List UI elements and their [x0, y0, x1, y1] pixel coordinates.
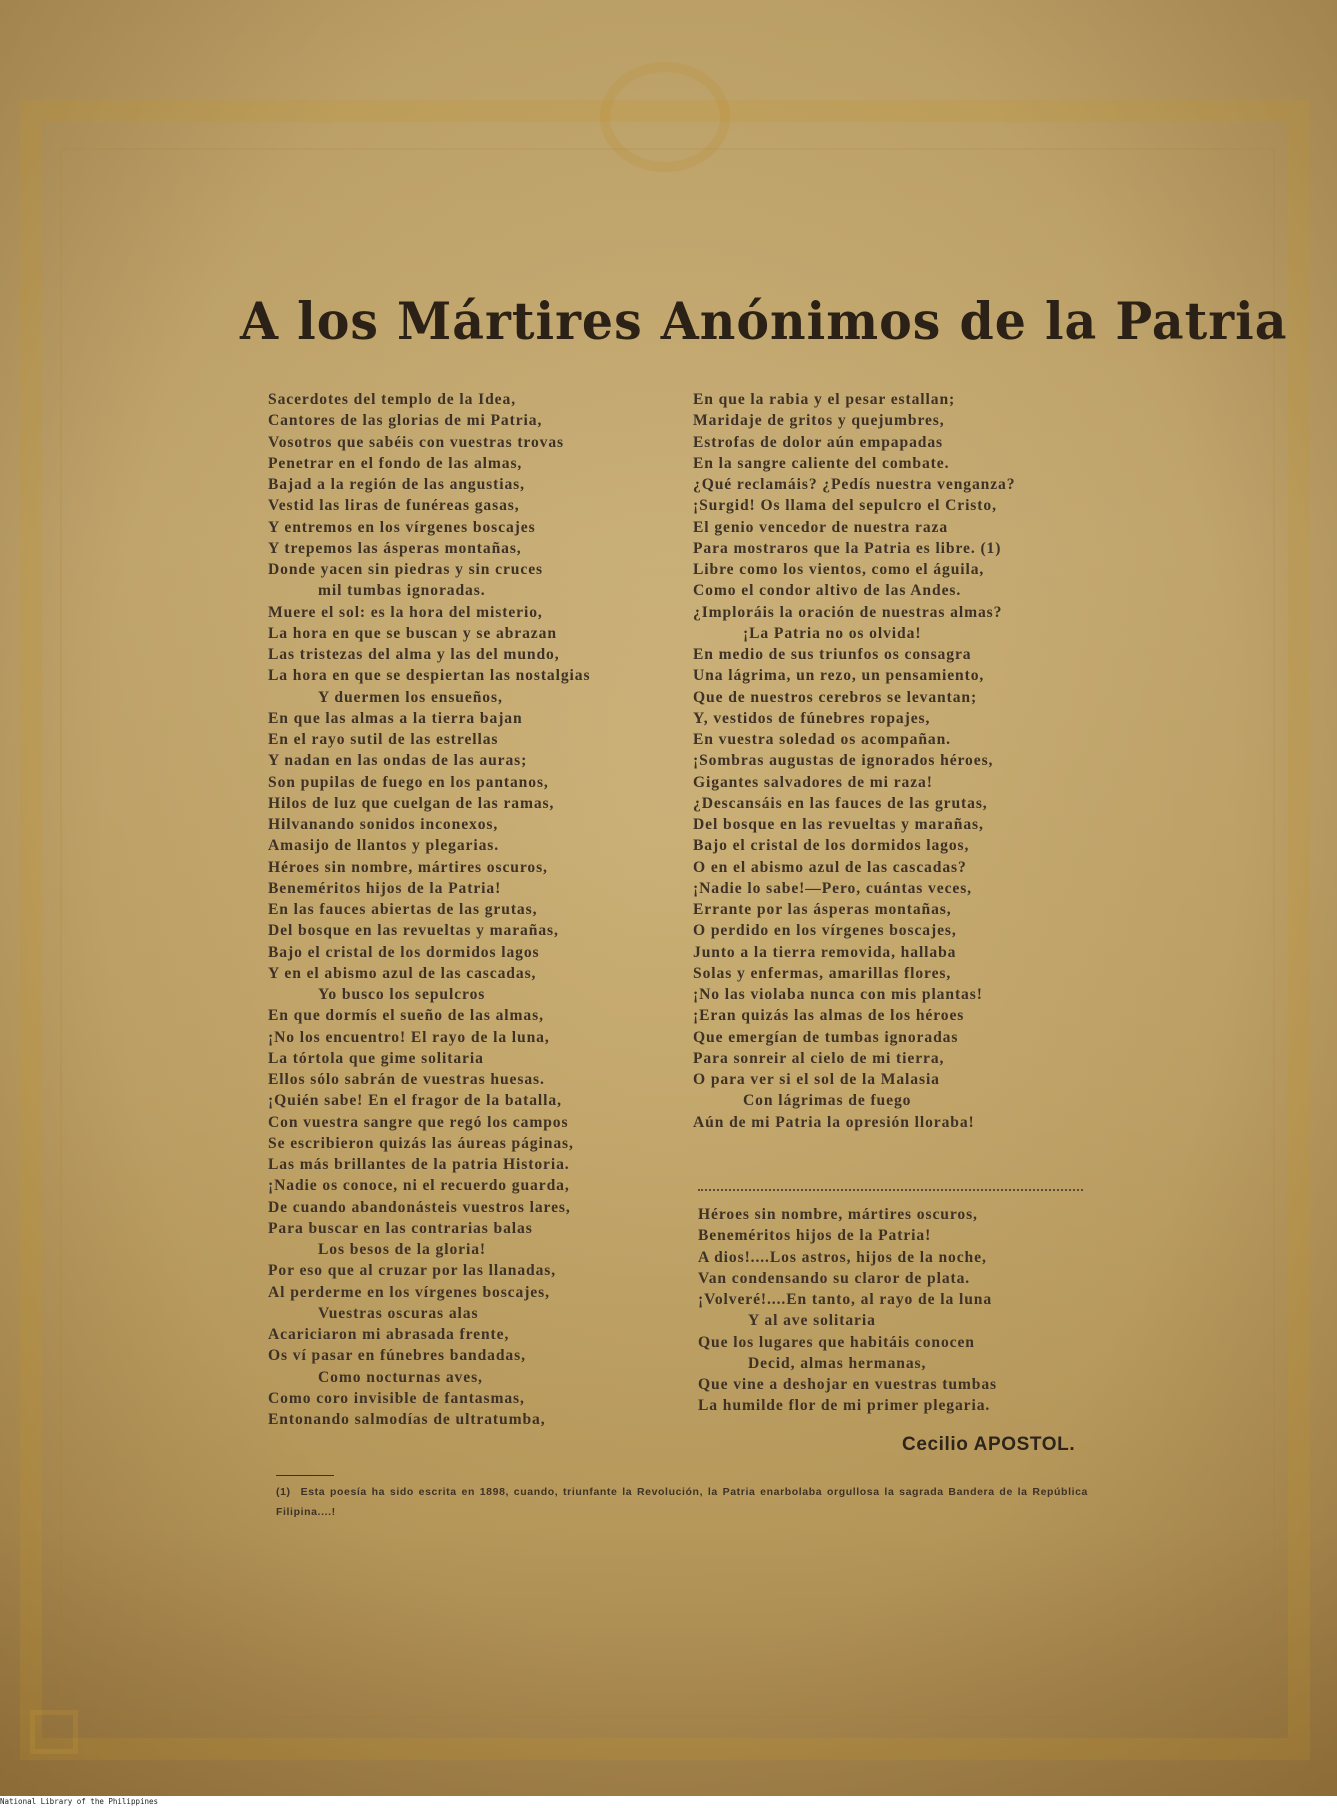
poem-line: Errante por las ásperas montañas,	[693, 901, 952, 918]
poem-line: Las tristezas del alma y las del mundo,	[268, 646, 560, 663]
poem-line: Junto a la tierra removida, hallaba	[693, 943, 957, 961]
poem-line: Beneméritos hijos de la Patria!	[268, 879, 502, 897]
poem-line: Maridaje de gritos y quejumbres,	[693, 412, 945, 430]
poem-line: Hilos de luz que cuelgan de las ramas,	[268, 794, 555, 812]
poem-line: En vuestra soledad os acompañan.	[693, 731, 951, 748]
poem-line: Gigantes salvadores de mi raza!	[693, 773, 933, 791]
poem-line: ¿Descansáis en las fauces de las grutas,	[693, 794, 988, 812]
poem-line: Cantores de las glorias de mi Patria,	[268, 412, 543, 430]
poem-line: Os ví pasar en fúnebres bandadas,	[268, 1347, 526, 1365]
poem-line: Hilvanando sonidos inconexos,	[268, 816, 499, 833]
poem-line: Para buscar en las contrarias balas	[268, 1219, 533, 1237]
poem-line: La hora en que se despiertan las nostalgias	[268, 667, 591, 685]
poem-line: Del bosque en las revueltas y marañas,	[693, 816, 984, 833]
poem-line: Amasijo de llantos y plegarias.	[268, 837, 500, 855]
poem-line: Héroes sin nombre, mártires oscuros,	[268, 858, 548, 876]
poem-line: En el rayo sutil de las estrellas	[268, 731, 499, 748]
poem-line: ¡Quién sabe! En el fragor de la batalla,	[268, 1092, 562, 1110]
footnote	[276, 1482, 1088, 1522]
poem-line: La hora en que se buscan y se abrazan	[268, 624, 557, 642]
poem-line: Que los lugares que habitáis conocen	[698, 1333, 975, 1351]
poem-right-column	[693, 389, 1015, 1133]
dotted-divider	[698, 1189, 1083, 1191]
poem-line: Como coro invisible de fantasmas,	[268, 1389, 525, 1407]
poem-line: Acariciaron mi abrasada frente,	[268, 1326, 510, 1343]
poem-line: ¡Volveré!....En tanto, al rayo de la luna	[698, 1291, 993, 1308]
poem-line: ¡Sombras augustas de ignorados héroes,	[693, 752, 994, 770]
poem-line: Bajo el cristal de los dormidos lagos,	[693, 837, 970, 855]
poem-line: Libre como los vientos, como el águila,	[693, 561, 985, 578]
closing-stanza	[698, 1204, 997, 1417]
poem-line: O para ver si el sol de la Malasia	[693, 1071, 940, 1088]
poem-line: Y en el abismo azul de las cascadas,	[268, 964, 537, 982]
poem-line: ¿Qué reclamáis? ¿Pedís nuestra venganza?	[693, 476, 1016, 493]
poem-line: Y, vestidos de fúnebres ropajes,	[693, 709, 931, 727]
poem-line: Los besos de la gloria!	[318, 1241, 486, 1258]
poem-line: Como nocturnas aves,	[318, 1368, 483, 1386]
poem-line: Donde yacen sin piedras y sin cruces	[268, 561, 543, 578]
poem-line: Vuestras oscuras alas	[318, 1304, 479, 1322]
poem-line: Con vuestra sangre que regó los campos	[268, 1113, 569, 1131]
poem-line: Una lágrima, un rezo, un pensamiento,	[693, 667, 985, 685]
poem-line: Estrofas de dolor aún empapadas	[693, 433, 944, 451]
poem-line: ¡Nadie lo sabe!—Pero, cuántas veces,	[693, 879, 972, 897]
footnote-marker: (1)	[276, 1486, 291, 1498]
poem-line: De cuando abandonásteis vuestros lares,	[268, 1198, 571, 1216]
poem-title: A los Mártires Anónimos de la Patria	[240, 290, 1288, 352]
poem-line: Muere el sol: es la hora del misterio,	[268, 603, 543, 621]
poem-line: Bajo el cristal de los dormidos lagos	[268, 943, 540, 961]
poem-line: Que vine a deshojar en vuestras tumbas	[698, 1376, 998, 1393]
poem-line: Al perderme en los vírgenes boscajes,	[268, 1283, 550, 1301]
poem-line: Se escribieron quizás las áureas páginas,	[268, 1134, 574, 1152]
poem-line: En medio de sus triunfos os consagra	[693, 646, 972, 663]
poem-line: Las más brillantes de la patria Historia.	[268, 1156, 570, 1173]
poem-line: ¿Imploráis la oración de nuestras almas?	[693, 603, 1003, 621]
poem-line: Solas y enfermas, amarillas flores,	[693, 964, 952, 982]
crest-ornament	[600, 62, 730, 172]
poem-line: Beneméritos hijos de la Patria!	[698, 1227, 932, 1245]
poem-line: Héroes sin nombre, mártires oscuros,	[698, 1206, 978, 1223]
poem-line: Van condensando su claror de plata.	[698, 1269, 971, 1287]
footnote-text: Esta poesía ha sido escrita en 1898, cuando, triunfante la Revolución, la Patria enarbolaba orgullosa la sagrada Bandera de la República Filipina....!	[276, 1486, 1088, 1518]
poem-line: Y trepemos las ásperas montañas,	[268, 539, 522, 557]
poem-line: Por eso que al cruzar por las llanadas,	[268, 1262, 557, 1280]
poem-line: Sacerdotes del templo de la Idea,	[268, 391, 516, 408]
poem-line: Yo busco los sepulcros	[318, 986, 486, 1003]
poem-line: Ellos sólo sabrán de vuestras huesas.	[268, 1071, 545, 1088]
poem-line: La tórtola que gime solitaria	[268, 1049, 484, 1067]
poem-line: Son pupilas de fuego en los pantanos,	[268, 773, 549, 791]
poem-line: Del bosque en las revueltas y marañas,	[268, 922, 559, 940]
poem-line: ¡La Patria no os olvida!	[743, 624, 922, 642]
archive-credit: National Library of the Philippines	[0, 1797, 159, 1806]
poem-line: Para mostraros que la Patria es libre. (1)	[693, 539, 1002, 557]
poem-left-column	[268, 389, 590, 1430]
poem-line: A dios!....Los astros, hijos de la noche,	[698, 1248, 987, 1266]
poem-line: Y entremos en los vírgenes boscajes	[268, 518, 536, 536]
poem-line: En que dormís el sueño de las almas,	[268, 1007, 544, 1025]
poem-line: ¡No los encuentro! El rayo de la luna,	[268, 1028, 550, 1046]
poem-line: ¡Nadie os conoce, ni el recuerdo guarda,	[268, 1177, 570, 1195]
poem-line: Y al ave solitaria	[748, 1312, 876, 1330]
author-signature: Cecilio APOSTOL.	[902, 1434, 1076, 1455]
footnote-rule	[276, 1475, 334, 1476]
poem-line: mil tumbas ignoradas.	[318, 582, 486, 600]
poem-line: Para sonreir al cielo de mi tierra,	[693, 1049, 945, 1067]
poem-line: En que la rabia y el pesar estallan;	[693, 391, 956, 408]
poem-line: En las fauces abiertas de las grutas,	[268, 901, 538, 918]
poem-line: ¡Surgid! Os llama del sepulcro el Cristo,	[693, 497, 997, 515]
poem-line: Como el condor altivo de las Andes.	[693, 582, 962, 600]
poem-line: Decid, almas hermanas,	[748, 1354, 927, 1372]
poem-line: En la sangre caliente del combate.	[693, 454, 950, 472]
poem-line: O perdido en los vírgenes boscajes,	[693, 922, 957, 940]
poem-line: Vosotros que sabéis con vuestras trovas	[268, 433, 565, 451]
poem-line: Que emergían de tumbas ignoradas	[693, 1028, 959, 1046]
poem-line: La humilde flor de mi primer plegaria.	[698, 1397, 991, 1415]
poem-line: Y duermen los ensueños,	[318, 688, 503, 706]
poem-line: ¡Eran quizás las almas de los héroes	[693, 1007, 965, 1025]
poem-line: Entonando salmodías de ultratumba,	[268, 1411, 546, 1428]
poem-line: Que de nuestros cerebros se levantan;	[693, 688, 978, 706]
poem-line: En que las almas a la tierra bajan	[268, 709, 523, 727]
poem-line: ¡No las violaba nunca con mis plantas!	[693, 986, 983, 1003]
poem-line: Vestid las liras de funéreas gasas,	[268, 497, 520, 515]
poem-line: El genio vencedor de nuestra raza	[693, 518, 949, 536]
poem-line: Aún de mi Patria la opresión lloraba!	[693, 1113, 975, 1131]
poem-line: O en el abismo azul de las cascadas?	[693, 858, 967, 876]
poem-line: Bajad a la región de las angustias,	[268, 476, 525, 493]
corner-ornament	[30, 1710, 78, 1754]
poem-line: Con lágrimas de fuego	[743, 1092, 912, 1110]
poem-line: Y nadan en las ondas de las auras;	[268, 752, 528, 770]
poem-line: Penetrar en el fondo de las almas,	[268, 454, 523, 472]
